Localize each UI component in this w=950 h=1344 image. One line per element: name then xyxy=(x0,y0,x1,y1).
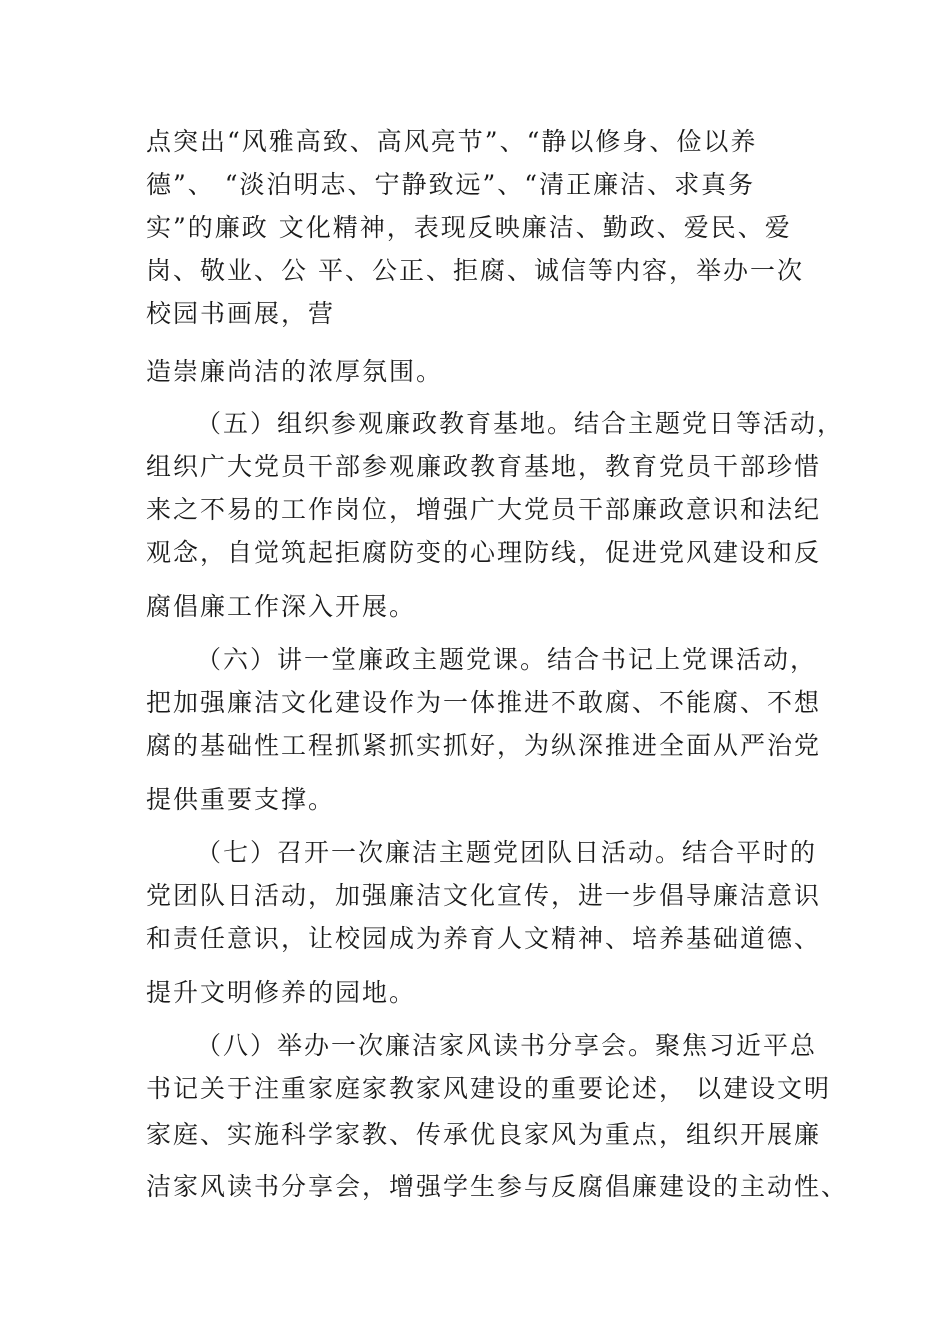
text-line: 腐的基础性工程抓紧抓实抓好，为纵深推进全面从严治党 xyxy=(146,731,822,760)
text-line: 观念，自觉筑起拒腐防变的心理防线，促进党风建设和反 xyxy=(146,538,822,567)
text-line: 党团队日活动，加强廉洁文化宣传，进一步倡导廉洁意识 xyxy=(146,881,822,910)
section-heading-6: （六）讲一堂廉政主题党课。结合书记上党课活动， xyxy=(196,645,818,674)
text-line: 组织广大党员干部参观廉政教育基地，教育党员干部珍惜 xyxy=(146,452,822,481)
text-line: 校园书画展，营 xyxy=(146,299,336,328)
text-line: 德”、 “淡泊明志、宁静致远”、“清正廉洁、求真务 xyxy=(146,170,756,199)
text-line: 岗、敬业、公 平、公正、拒腐、诚信等内容，举办一次 xyxy=(146,256,804,285)
text-line: 造崇廉尚洁的浓厚氛围。 xyxy=(146,357,444,386)
text-line: 提升文明修养的园地。 xyxy=(146,978,417,1007)
section-heading-8: （八）举办一次廉洁家风读书分享会。聚焦习近平总 xyxy=(196,1031,818,1060)
text-line: 来之不易的工作岗位，增强广大党员干部廉政意识和法纪 xyxy=(146,495,822,524)
text-line: 提供重要支撑。 xyxy=(146,785,336,814)
text-line: 洁家风读书分享会，增强学生参与反腐倡廉建设的主动性、 xyxy=(146,1172,849,1201)
text-line: 家庭、实施科学家教、传承优良家风为重点，组织开展廉 xyxy=(146,1120,822,1149)
text-line: 腐倡廉工作深入开展。 xyxy=(146,592,417,621)
section-heading-7: （七）召开一次廉洁主题党团队日活动。结合平时的 xyxy=(196,838,818,867)
text-line: 把加强廉洁文化建设作为一体推进不敢腐、不能腐、不想 xyxy=(146,688,822,717)
section-heading-5: （五）组织参观廉政教育基地。结合主题党日等活动， xyxy=(196,409,845,438)
text-line: 实”的廉政 文化精神，表现反映廉洁、勤政、爱民、爱 xyxy=(146,213,792,242)
text-line: 书记关于注重家庭家教家风建设的重要论述， 以建设文明 xyxy=(146,1074,831,1103)
text-line: 和责任意识，让校园成为养育人文精神、培养基础道德、 xyxy=(146,924,822,953)
text-line: 点突出“风雅高致、高风亮节”、“静以修身、俭以养 xyxy=(146,127,758,156)
